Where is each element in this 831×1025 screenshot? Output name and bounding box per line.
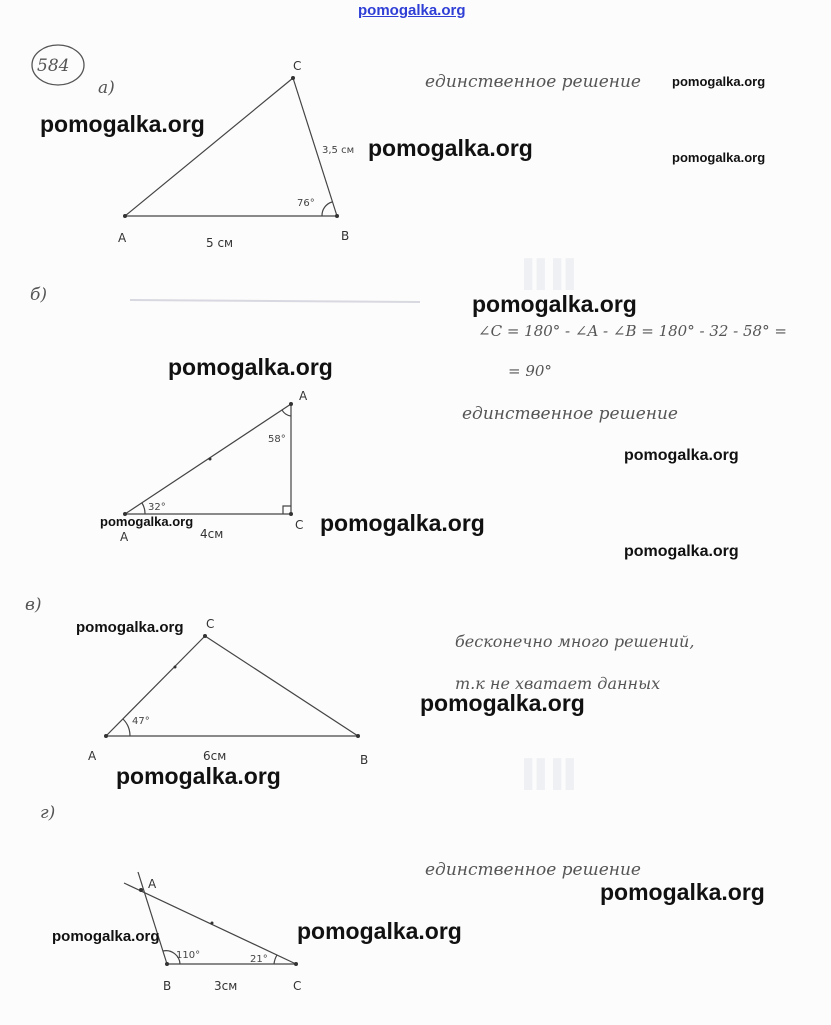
triangle-b-vertex-c: C: [295, 518, 304, 532]
triangle-b-vertex-a: A: [120, 530, 129, 544]
triangle-b-angle-a: 32°: [148, 502, 166, 513]
watermark: pomogalka.org: [168, 354, 333, 380]
part-b-result: = 90°: [508, 362, 552, 380]
triangle-a-vertex: [335, 214, 339, 218]
part-b-note: единственное решение: [462, 404, 678, 424]
watermark: pomogalka.org: [420, 690, 585, 716]
triangle-g-angle-b: 110°: [176, 950, 201, 961]
triangle-b-vertex-a-top: A: [299, 389, 308, 403]
part-b-formula: ∠C = 180° - ∠A - ∠B = 180° - 32 - 58° =: [478, 322, 787, 340]
triangle-g-vertex-c: C: [293, 979, 302, 993]
problem-number: 584: [37, 56, 70, 76]
watermark: pomogalka.org: [52, 928, 160, 945]
watermark: pomogalka.org: [100, 514, 194, 529]
watermark: pomogalka.org: [624, 543, 739, 560]
triangle-v-side: 6см: [203, 749, 227, 763]
watermark: pomogalka.org: [672, 150, 766, 165]
watermark: pomogalka.org: [297, 918, 462, 944]
part-g-note: единственное решение: [425, 860, 641, 880]
triangle-a-vertex-a: A: [118, 231, 127, 245]
triangle-a-side-bc: 3,5 см: [322, 145, 355, 156]
part-a-label: а): [98, 78, 115, 98]
part-a-note: единственное решение: [425, 72, 641, 92]
part-v-note-line1: бесконечно много решений,: [455, 632, 695, 651]
triangle-g-vertex-a: A: [148, 877, 157, 891]
triangle-v-vertex-c: C: [206, 617, 215, 631]
watermark: pomogalka.org: [600, 879, 765, 905]
watermark: pomogalka.org: [40, 111, 205, 137]
watermark-top-link[interactable]: pomogalka.org: [358, 2, 466, 19]
part-b-label: б): [30, 285, 48, 305]
triangle-v-vertex-a: A: [88, 749, 97, 763]
part-v-note-line2: т.к не хватает данных: [455, 674, 661, 693]
triangle-a-vertex: [123, 214, 127, 218]
watermark: pomogalka.org: [672, 74, 766, 89]
triangle-a-side-ab: 5 см: [206, 236, 234, 250]
triangle-v-angle-a: 47°: [132, 716, 150, 727]
watermark: pomogalka.org: [368, 135, 533, 161]
triangle-b-side: 4см: [200, 527, 224, 541]
triangle-a-vertex: [291, 76, 295, 80]
triangle-a-vertex-b: B: [341, 229, 350, 243]
triangle-g-angle-c: 21°: [250, 954, 268, 965]
triangle-v-vertex-b: B: [360, 753, 369, 767]
part-v-label: в): [25, 595, 42, 615]
watermark: pomogalka.org: [116, 763, 281, 789]
triangle-a-angle-b: 76°: [297, 198, 315, 209]
triangle-a-vertex-c: C: [293, 59, 302, 73]
svg-text:ⅡⅡ: ⅡⅡ: [520, 750, 578, 801]
watermark: pomogalka.org: [76, 619, 184, 636]
triangle-g-side: 3см: [214, 979, 238, 993]
svg-text:ⅡⅡ: ⅡⅡ: [520, 250, 578, 301]
part-g-label: г): [40, 803, 56, 823]
triangle-a: [125, 78, 337, 216]
triangle-b-angle-top: 58°: [268, 434, 286, 445]
triangle-b: [125, 404, 291, 514]
watermark: pomogalka.org: [624, 447, 739, 464]
watermark: pomogalka.org: [320, 510, 485, 536]
triangle-g-vertex-b: B: [163, 979, 172, 993]
watermark: pomogalka.org: [472, 291, 637, 317]
